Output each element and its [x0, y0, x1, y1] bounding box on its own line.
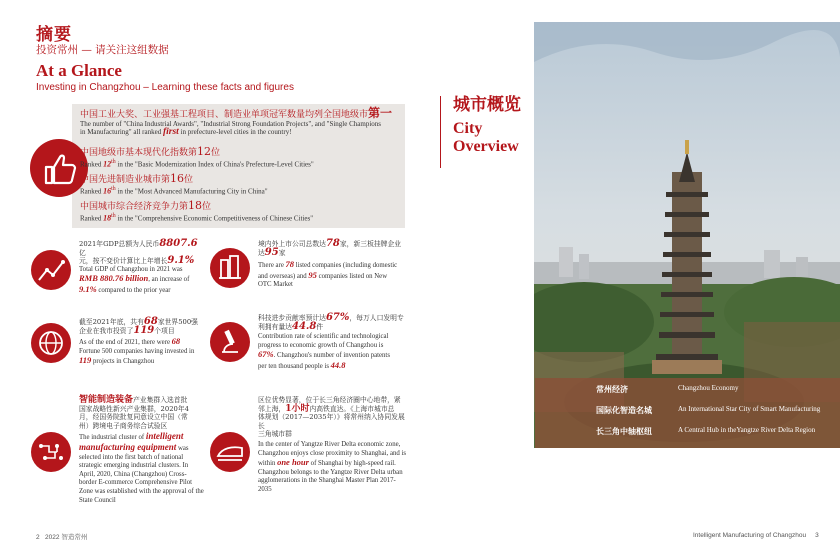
globe-icon [31, 323, 71, 363]
ranking-3: 中国先进制造业城市第16位 Ranked 16th in the "Most Advanced Manufacturing City in China" [80, 172, 268, 195]
yangtze-delta-block: 区位优势显著，位于长三角经济圈中心地带，紧 邻上海，1小时内高铁直达。《上海市城市总 体规划（2017—2035年）》将常州纳入协同发展长 三角城市群 In the center of Yangtze River Delta economic zone, Changzhou enjoys close proximity to Shanghai, and is within one hour of Shanghai by high-speed rail. Changzhou belongs to the Yangtze River Delta urban agglomerations in the Shanghai Master Plan 2017-2035 [258, 396, 407, 493]
title-zh: 摘要 [36, 25, 72, 45]
gdp-block: 2021年GDP总额为人民币8807.6亿 元，按不变价计算比上年增长9.1% Total GDP of Changzhou in 2021 was RMB 880.76 billion, an increase of 9.1% compared to the prior year [79, 238, 198, 294]
overview-title-zh: 城市概览 [453, 95, 521, 115]
train-icon [210, 432, 250, 472]
title-en: At a Glance [36, 61, 122, 80]
right-page: 城市概览 City Overview 常州经济 Changzhou Economy 国际化智造名城 An International Star City of Smart Manufacturing 长三角中轴枢纽 A Central Hub in theYangtze River Delta Region Intelligent Manufacturing of Changzhou 3 [420, 0, 840, 557]
science-block: 科技进步贡献率预计达67%，每万人口发明专 利拥有量达44.8件 Contribution rate of scientific and technological progress to economic growth of Changzhou is 67%. Changzhou's number of invention patents per ten thousand people is 44.8 [258, 312, 404, 370]
fortune500-block: 截至2021年底，共有68家世界500强 企业在我市投资了119个项目 As of the end of 2021, there were 68 Fortune 500 companies having invested in 119 projects in Changzhou [79, 316, 198, 366]
buildings-icon [210, 248, 250, 288]
ranking-4: 中国城市综合经济竞争力第18位 Ranked 18th in the "Comprehensive Economic Competitiveness of Chinese Cities" [80, 199, 314, 222]
subtitle-en: Investing in Changzhou – Learning these facts and figures [36, 82, 294, 93]
footer-left: 2 2022 智造常州 [36, 534, 88, 541]
listed-companies-block: 境内外上市公司总数达78家，新三板挂牌企业 达95家 There are 78 listed companies (including domestic and overseas) and 95 companies listed on New OTC Market [258, 238, 402, 289]
microscope-icon [210, 322, 250, 362]
overview-title-en: City Overview [453, 120, 519, 155]
intelligent-manufacturing-block: 智能制造装备产业集群入选首批 国家战略性新兴产业集群，2020年4 月，经国务院批复同意设立中国（常 州）跨境电子商务综合试验区 The industrial cluster of intelligent manufacturing equipment was selected into the first batch of national strategic emerging industrial clusters. In April, 2020, China (Changzhou) Cross-border E-commerce Comprehensive Pilot Zone was established with the approval of the State Council [79, 395, 204, 504]
growth-chart-icon [31, 250, 71, 290]
circuit-icon [31, 432, 71, 472]
footer-right: Intelligent Manufacturing of Changzhou 3 [693, 532, 819, 539]
title-rule [440, 96, 441, 168]
ranking-1: 中国工业大奖、工业强基工程项目、制造业单项冠军数量均列全国地级市第一 The number of "China Industrial Awards", "Industrial Strong Foundation Projects", and "Single Champions in Manufacturing" all ranked first in prefecture-level cities in the country! [80, 106, 393, 137]
ranking-2: 中国地级市基本现代化指数第12位 Ranked 12th in the "Basic Modernization Index of China's Prefecture-Level Cities" [80, 145, 314, 168]
subtitle-zh: 投资常州 — 请关注这组数据 [36, 44, 169, 56]
